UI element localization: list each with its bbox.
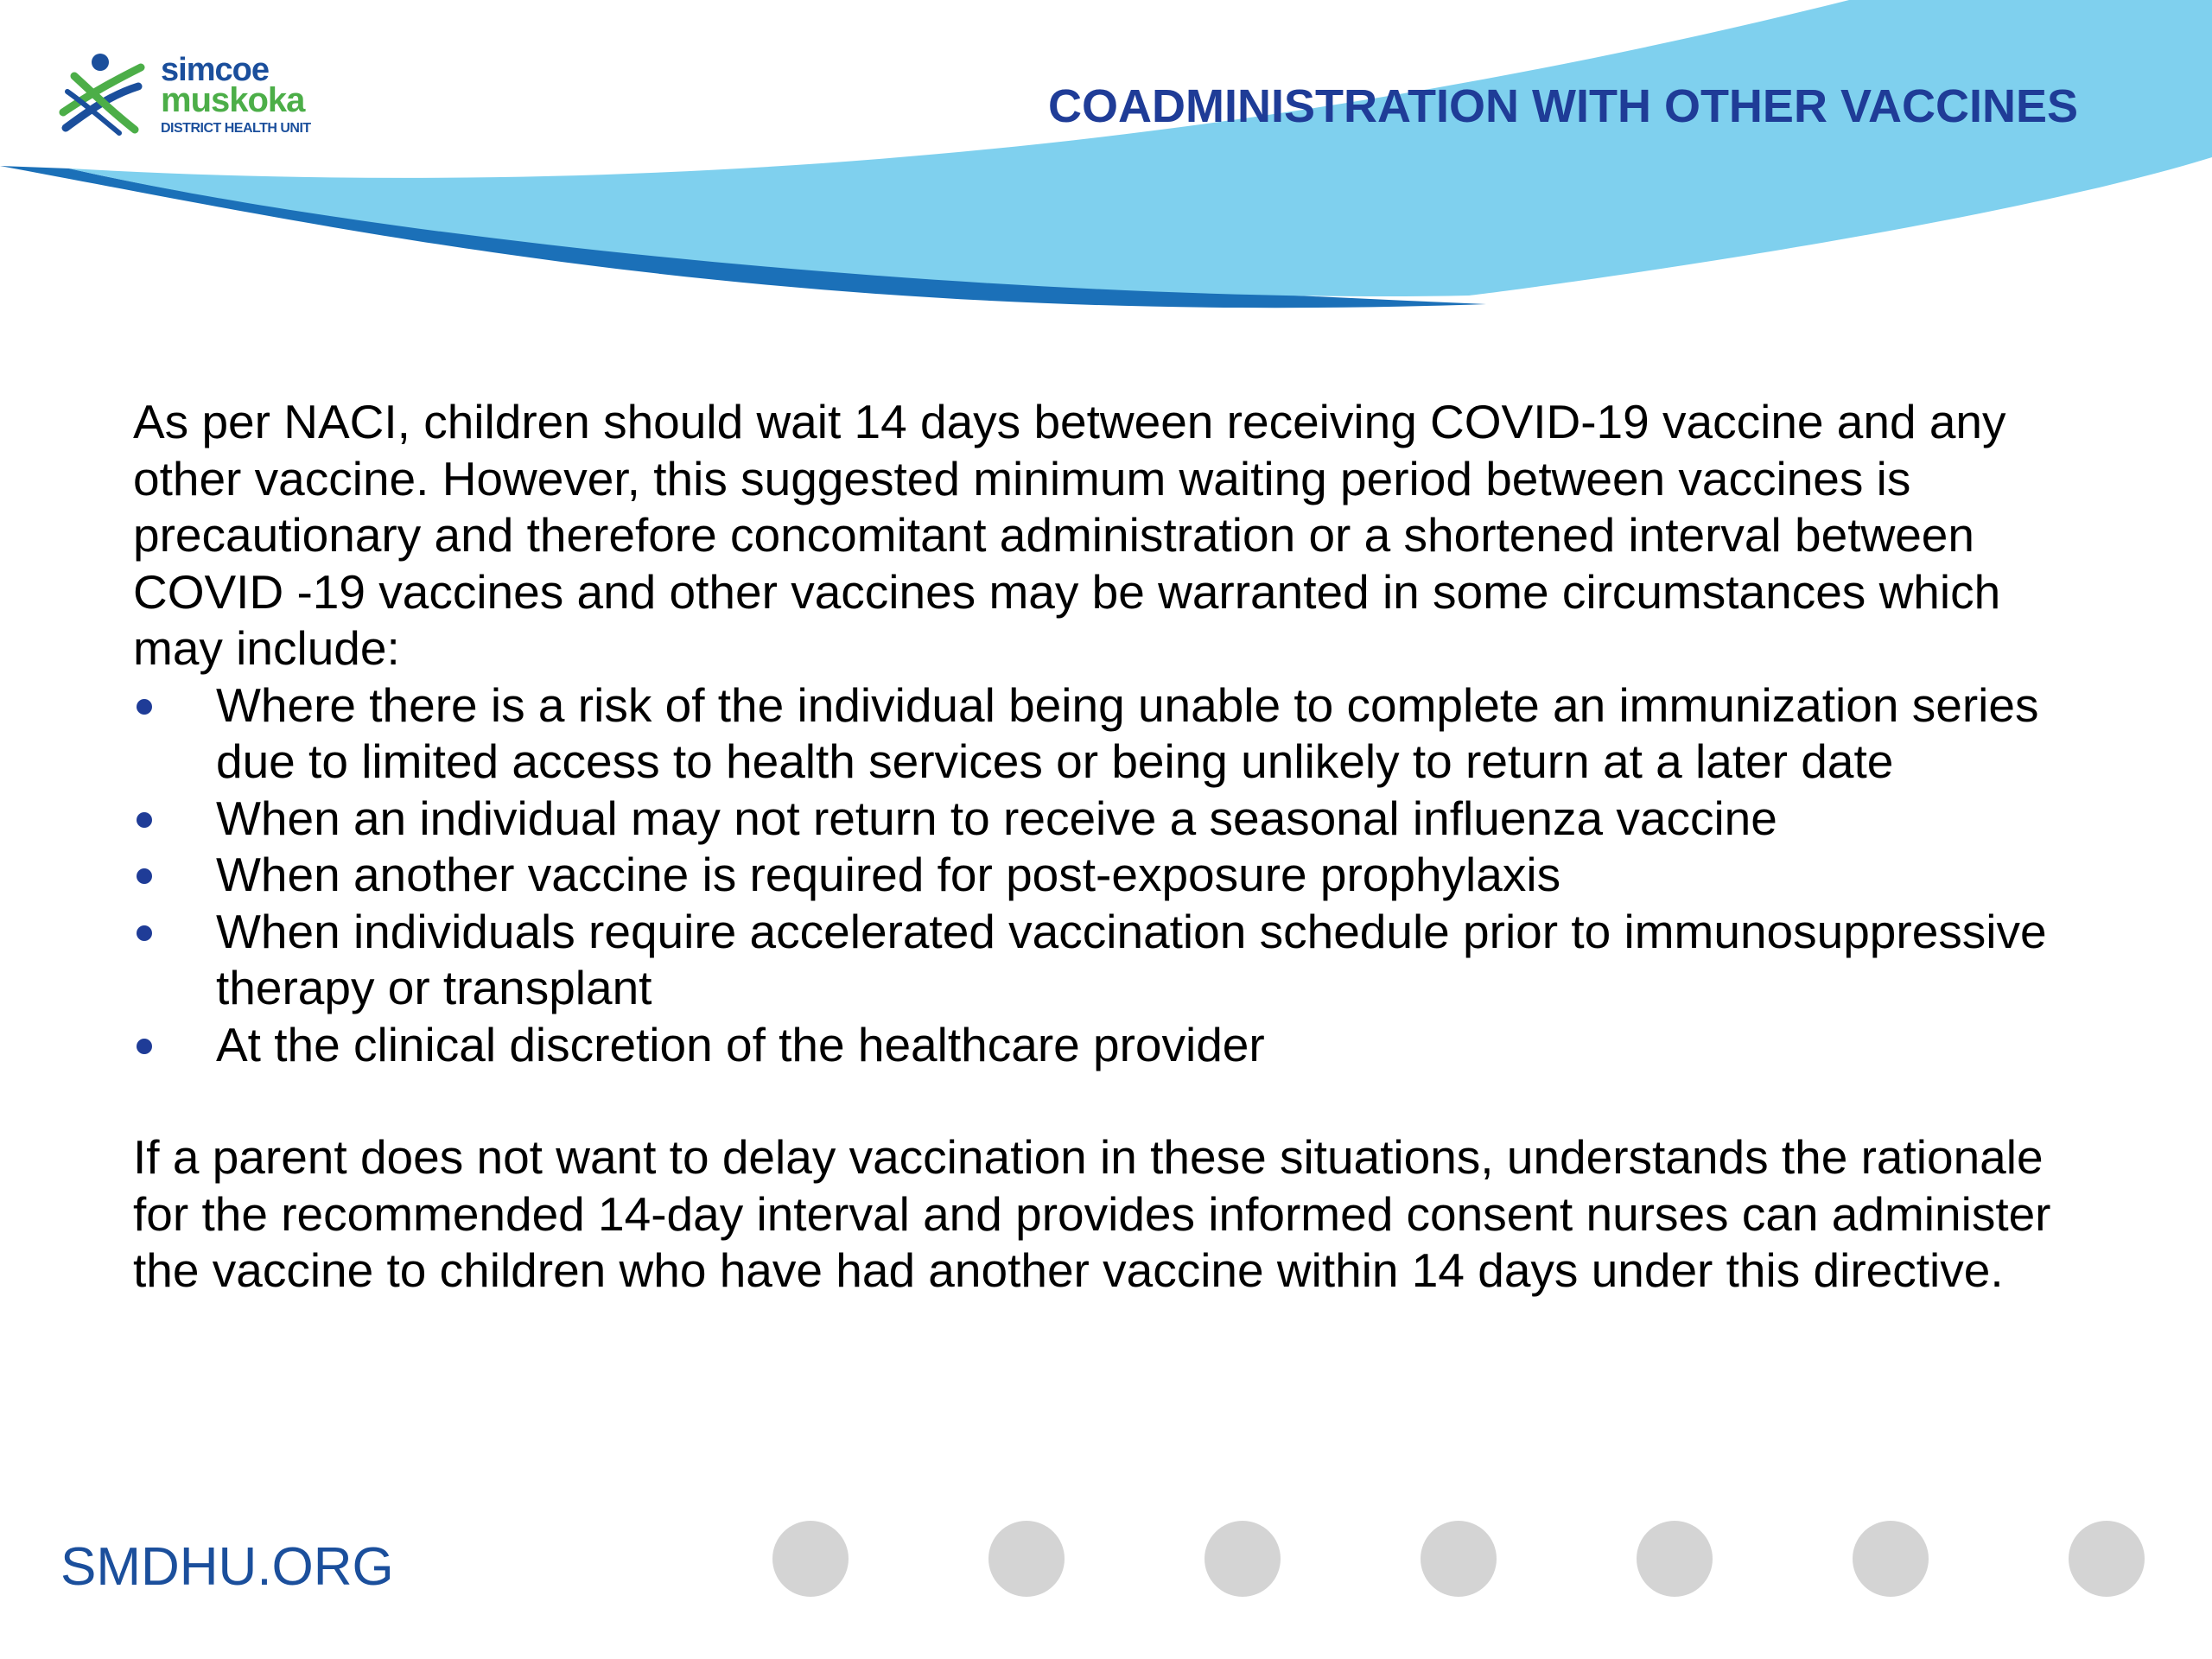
list-item-text: At the clinical discretion of the healthcare provider [216, 1017, 1265, 1071]
list-item [133, 791, 2103, 848]
bullet-dot-icon [137, 868, 152, 884]
list-item-text: When another vaccine is required for post-exposure prophylaxis [216, 848, 1561, 901]
list-item [133, 1017, 2103, 1074]
footer-dot [772, 1521, 849, 1597]
logo-word-muskoka: muskoka [161, 81, 305, 119]
bullet-dot-icon [137, 1039, 152, 1054]
list-item [133, 677, 2103, 791]
list-item-text: When individuals require accelerated vaccination schedule prior to immunosuppressive therapy or transplant [216, 904, 2047, 1014]
footer-dot [1421, 1521, 1497, 1597]
circumstances-list [133, 677, 2103, 1074]
smdhu-logo [59, 50, 335, 145]
footer-dot [1853, 1521, 1929, 1597]
footer-dot [2069, 1521, 2145, 1597]
footer-dot [1205, 1521, 1281, 1597]
slide-body [133, 394, 2103, 1300]
intro-paragraph: As per NACI, children should wait 14 days between receiving COVID-19 vaccine and any other vaccine. However, this suggested minimum waiting period between vaccines is precautionary and therefore concomitant administration or a shortened interval between COVID -19 vaccines and other vaccines may be warranted in some circumstances which may include: [133, 395, 2006, 675]
list-item-text: Where there is a risk of the individual being unable to complete an immunization series due to limited access to health services or being unlikely to return at a later date [216, 677, 2039, 788]
slide-title: COADMINISTRATION WITH OTHER VACCINES [1048, 80, 2078, 132]
bullet-dot-icon [137, 812, 152, 828]
footer-dots-decoration [772, 1521, 2155, 1597]
footer-website-link[interactable]: SMDHU.ORG [60, 1537, 394, 1597]
footer-dot [988, 1521, 1065, 1597]
logo-word-simcoe: simcoe [161, 52, 269, 88]
paragraph-spacer [133, 1073, 2103, 1129]
bullet-dot-icon [137, 925, 152, 941]
list-item-text: When an individual may not return to receive a seasonal influenza vaccine [216, 791, 1777, 845]
logo-subtitle: DISTRICT HEALTH UNIT [161, 121, 311, 136]
list-item [133, 904, 2103, 1017]
bullet-dot-icon [137, 699, 152, 715]
closing-paragraph: If a parent does not want to delay vaccination in these situations, understands the rationale for the recommended 14-day interval and provides informed consent nurses can administer the vaccine to children who have had another vaccine within 14 days under this directive. [133, 1130, 2051, 1297]
logo-figure-icon [59, 50, 145, 137]
swoosh-light-band [69, 0, 2212, 296]
list-item [133, 847, 2103, 904]
footer-dot [1637, 1521, 1713, 1597]
